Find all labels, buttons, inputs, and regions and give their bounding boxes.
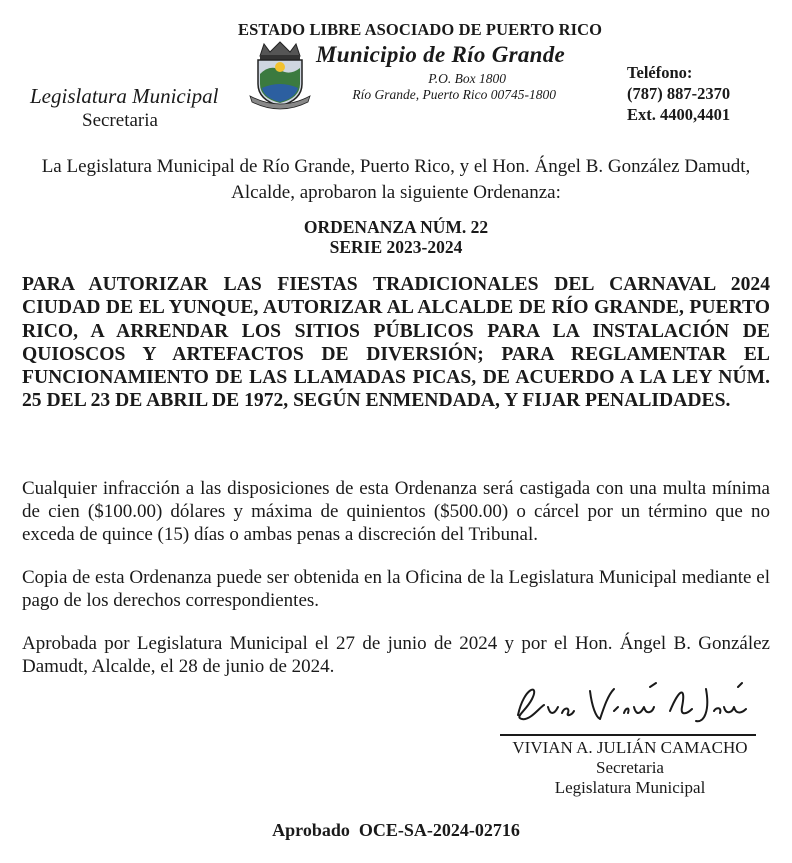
ordinance-title: PARA AUTORIZAR LAS FIESTAS TRADICIONALES DEL CARNAVAL 2024 CIUDAD DE EL YUNQUE, AUTORIZAR AL ALCALDE DE RÍO GRANDE, PUERTO RICO, A ARRENDAR LOS SITIOS PÚBLICOS PARA LA INSTALACIÓN DE QUIOSCOS Y ARTEFACTOS DE DIVERSIÓN; PARA REGLAMENTAR EL FUNCIONAMIENTO DE LAS LLAMADAS PICAS, DE ACUERDO A LA LEY NÚM. 25 DEL 23 DE ABRIL DE 1972, SEGÚN ENMENDADA, Y FIJAR PENALIDADES. <box>22 274 770 412</box>
intro-text: La Legislatura Municipal de Río Grande, Puerto Rico, y el Hon. Ángel B. González Damudt, Alcalde, aprobaron la siguiente Ordenanza: <box>41 156 751 203</box>
municipio-title: Municipio de Río Grande <box>316 42 566 67</box>
ordinance-series: SERIE 2023-2024 <box>329 237 463 257</box>
approval-code: Aprobado OCE-SA-2024-02716 <box>272 820 520 840</box>
signer-name: VIVIAN A. JULIÁN CAMACHO <box>512 738 748 757</box>
phone-ext: Ext. 4400,4401 <box>627 105 731 124</box>
secretaria-label: Secretaria <box>82 110 158 131</box>
phone-number: (787) 887-2370 <box>627 84 731 103</box>
city-zip: Río Grande, Puerto Rico 00745-1800 <box>352 87 556 102</box>
po-box: P.O. Box 1800 <box>428 71 506 86</box>
state-title: ESTADO LIBRE ASOCIADO DE PUERTO RICO <box>238 20 603 39</box>
ordinance-heading <box>0 217 792 257</box>
phone-label: Teléfono: <box>627 63 693 82</box>
approval-paragraph: Aprobada por Legislatura Municipal el 27 de junio de 2024 y por el Hon. Ángel B. González Damudt, Alcalde, el 28 de junio de 2024. <box>22 633 770 677</box>
signature-block <box>480 738 780 798</box>
legislatura-script: Legislatura Municipal <box>30 84 219 108</box>
phone-block <box>627 62 730 125</box>
municipal-address <box>316 71 556 103</box>
signer-office: Legislatura Municipal <box>554 778 706 797</box>
handwritten-signature <box>510 677 750 727</box>
ordinance-number: ORDENANZA NÚM. 22 <box>303 217 489 237</box>
copy-paragraph: Copia de esta Ordenanza puede ser obtenida en la Oficina de la Legislatura Municipal mediante el pago de los derechos correspondientes. <box>22 567 770 611</box>
municipal-seal-icon <box>248 40 312 110</box>
signature-line <box>500 734 756 736</box>
penalty-paragraph: Cualquier infracción a las disposiciones de esta Ordenanza será castigada con una multa mínima de cien ($100.00) dólares y máxima de quinientos ($500.00) o cárcel por un término que no exceda de quince (15) días o ambas penas a discreción del Tribunal. <box>22 478 770 545</box>
signer-role: Secretaria <box>596 758 664 777</box>
